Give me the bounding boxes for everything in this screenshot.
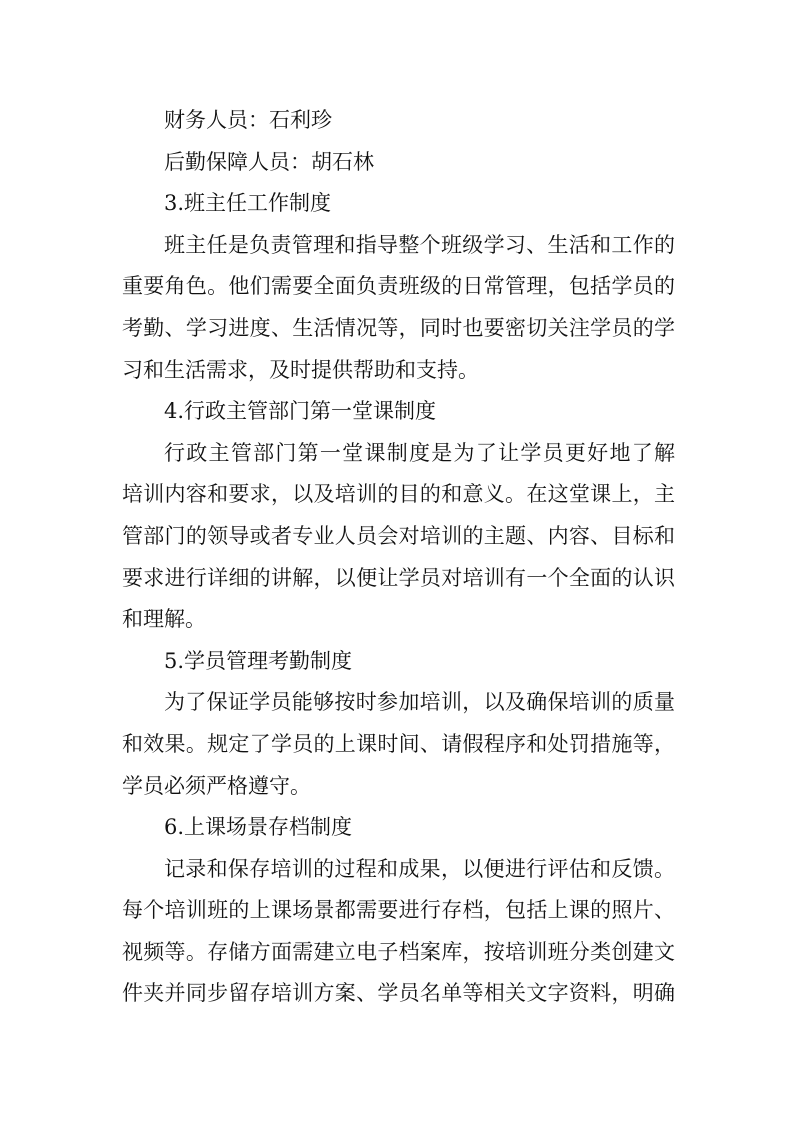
section-5-line-3: 学员必须严格遵守。 [122, 773, 311, 798]
section-6-line-2: 每个培训班的上课场景都需要进行存档，包括上课的照片、 [122, 898, 675, 923]
staff-logistics: 后勤保障人员：胡石林 [164, 149, 374, 174]
section-4-heading: 4.行政主管部门第一堂课制度 [164, 399, 437, 424]
section-4-line-5: 和理解。 [122, 607, 206, 632]
section-6-line-3: 视频等。存储方面需建立电子档案库，按培训班分类创建文 [122, 939, 675, 964]
section-4-line-3: 管部门的领导或者专业人员会对培训的主题、内容、目标和 [122, 523, 675, 548]
section-5-heading: 5.学员管理考勤制度 [164, 648, 353, 673]
section-4-line-4: 要求进行详细的讲解，以便让学员对培训有一个全面的认识 [122, 565, 675, 590]
document-page [122, 100, 675, 1015]
section-3-line-3: 考勤、学习进度、生活情况等，同时也要密切关注学员的学 [122, 315, 675, 340]
section-3-line-4: 习和生活需求，及时提供帮助和支持。 [122, 357, 479, 382]
section-4-line-1: 行政主管部门第一堂课制度是为了让学员更好地了解 [164, 440, 675, 465]
staff-finance: 财务人员：石利珍 [164, 108, 332, 132]
section-6-line-1: 记录和保存培训的过程和成果，以便进行评估和反馈。 [164, 856, 675, 881]
section-3-line-1: 班主任是负责管理和指导整个班级学习、生活和工作的 [164, 232, 675, 257]
section-5-line-2: 和效果。规定了学员的上课时间、请假程序和处罚措施等， [122, 731, 675, 756]
section-3-heading: 3.班主任工作制度 [164, 191, 332, 216]
section-3-line-2: 重要角色。他们需要全面负责班级的日常管理，包括学员的 [122, 274, 675, 299]
section-6-line-4: 件夹并同步留存培训方案、学员名单等相关文字资料，明确 [122, 981, 675, 1006]
section-5-line-1: 为了保证学员能够按时参加培训，以及确保培训的质量 [164, 690, 675, 715]
section-6-heading: 6.上课场景存档制度 [164, 815, 353, 840]
section-4-line-2: 培训内容和要求，以及培训的目的和意义。在这堂课上，主 [122, 482, 675, 507]
